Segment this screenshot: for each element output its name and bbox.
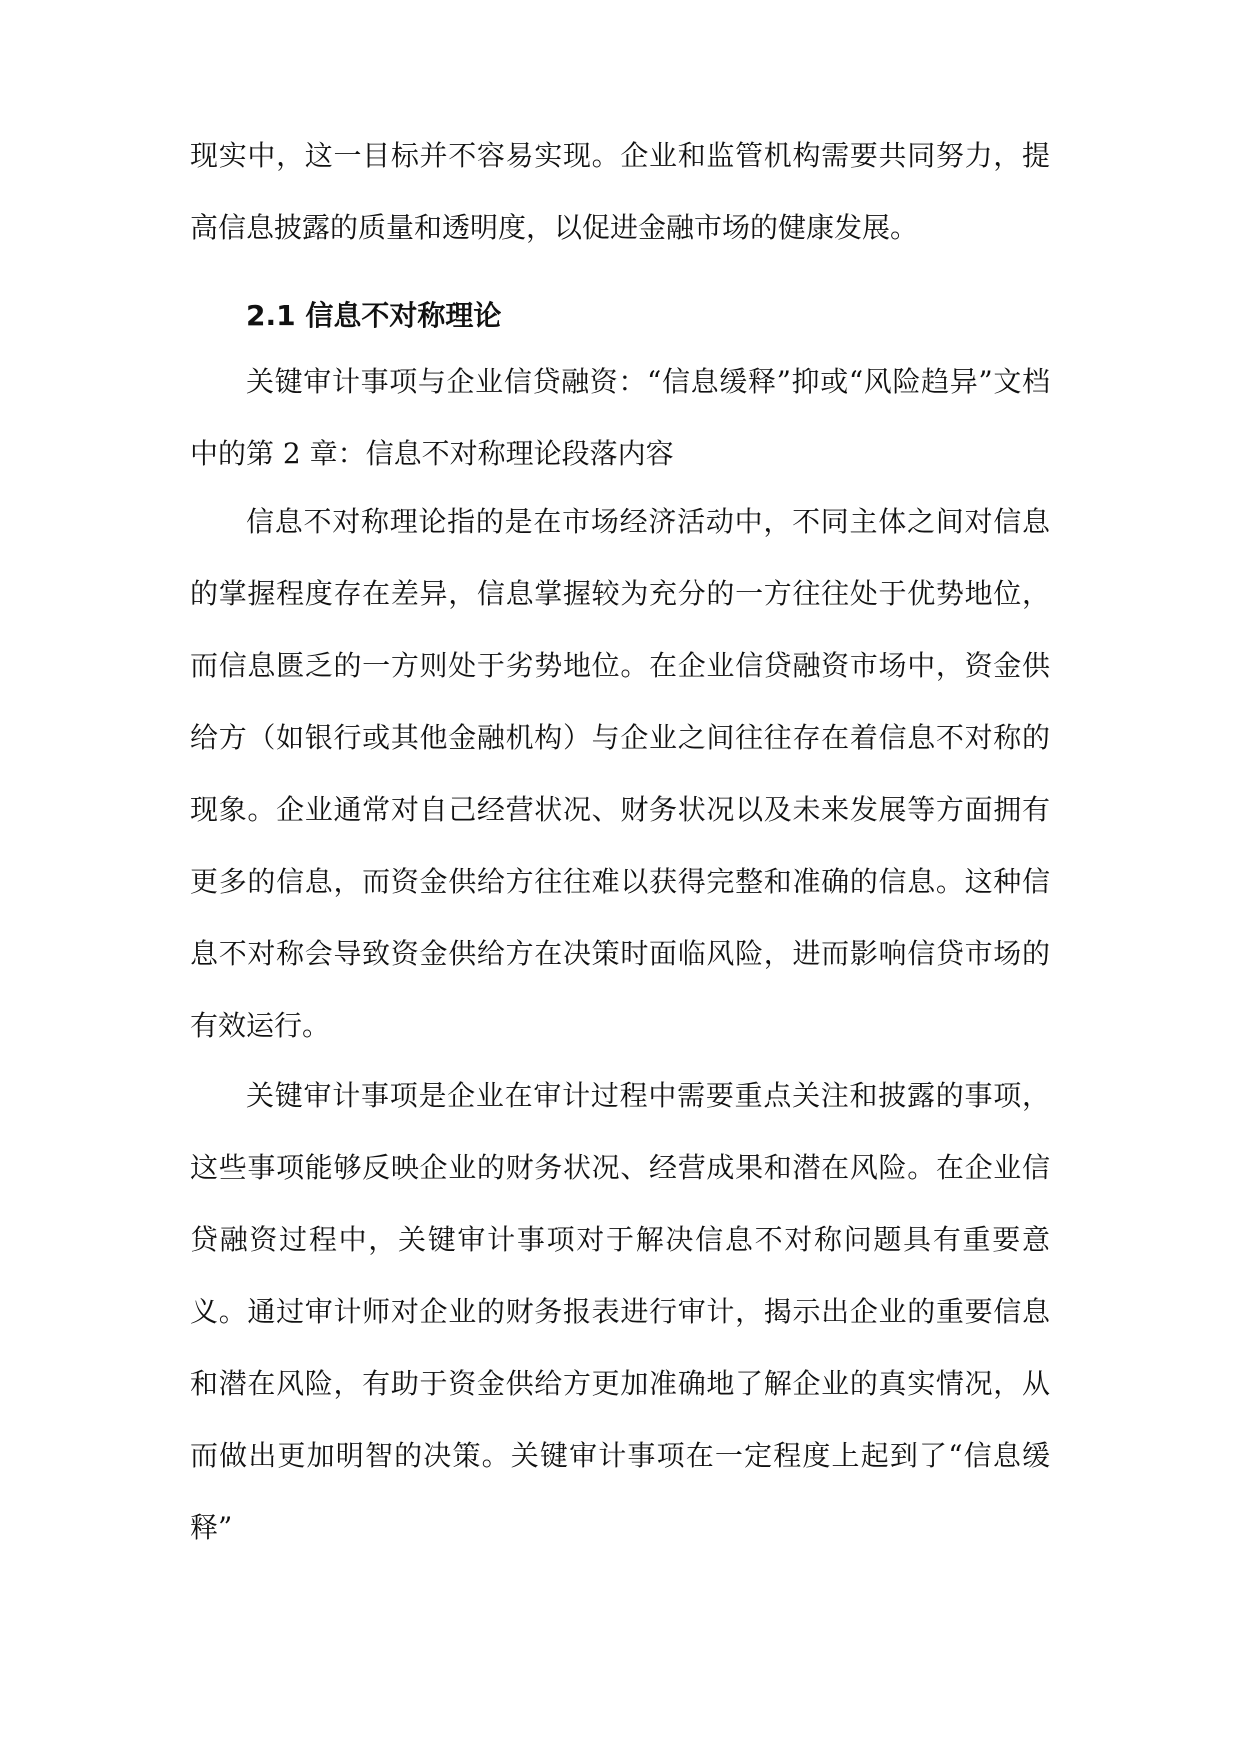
paragraph-theory: 信息不对称理论指的是在市场经济活动中，不同主体之间对信息的掌握程度存在差异，信息掌握较为充分的一方往往处于优势地位，而信息匮乏的一方则处于劣势地位。在企业信贷融资市场中，资金供给方（如银行或其他金融机构）与企业之间往往存在着信息不对称的现象。企业通常对自己经营状况、财务状况以及未来发展等方面拥有更多的信息，而资金供给方往往难以获得完整和准确的信息。这种信息不对称会导致资金供给方在决策时面临风险，进而影响信贷市场的有效运行。 [190,505,1050,1042]
section-heading: 2.1 信息不对称理论 [246,299,502,332]
paragraph-intro: 关键审计事项与企业信贷融资：“信息缓释”抑或“风险趋异”文档中的第 2 章：信息不对称理论段落内容 [190,365,1050,470]
paragraph-key-audit-matters: 关键审计事项是企业在审计过程中需要重点关注和披露的事项，这些事项能够反映企业的财务状况、经营成果和潜在风险。在企业信贷融资过程中，关键审计事项对于解决信息不对称问题具有重要意义。通过审计师对企业的财务报表进行审计，揭示出企业的重要信息和潜在风险，有助于资金供给方更加准确地了解企业的真实情况，从而做出更加明智的决策。关键审计事项在一定程度上起到了“信息缓释” [190,1079,1050,1544]
paragraph-continuation: 现实中，这一目标并不容易实现。企业和监管机构需要共同努力，提高信息披露的质量和透明度，以促进金融市场的健康发展。 [190,139,1050,244]
